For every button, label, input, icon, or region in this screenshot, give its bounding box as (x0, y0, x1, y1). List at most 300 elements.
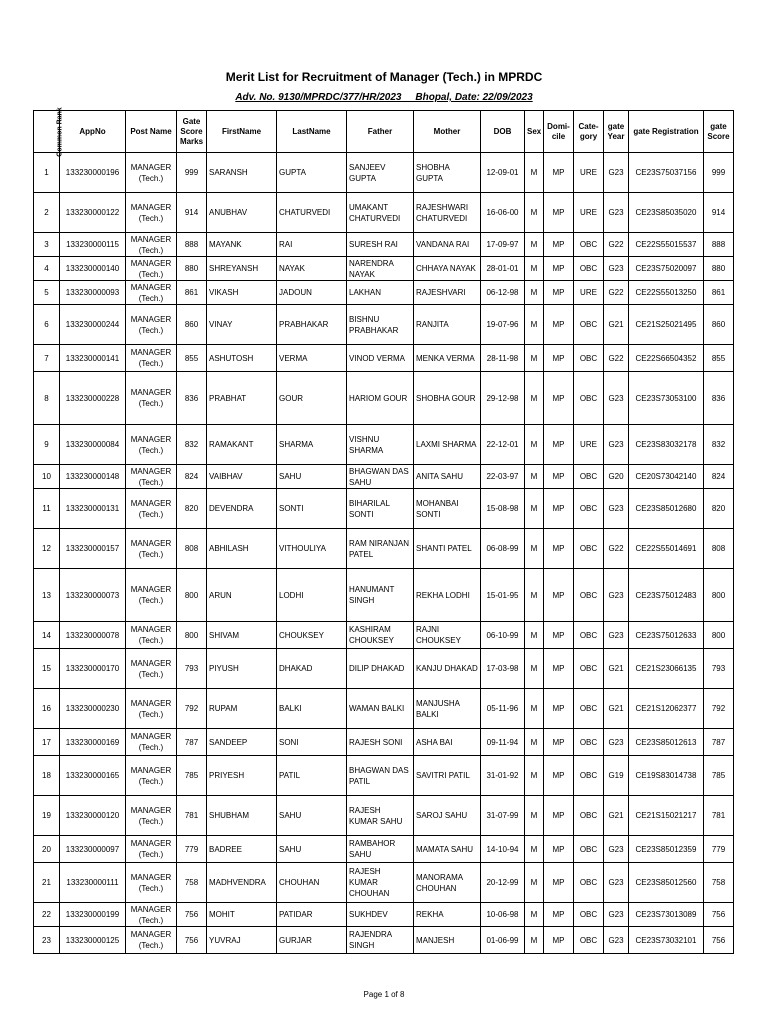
mother-cell: SHOBHA GUPTA (414, 153, 481, 193)
post-name-cell: MANAGER (Tech.) (126, 863, 177, 903)
gate-score-marks-cell: 781 (177, 796, 207, 836)
category-cell: OBC (574, 903, 604, 927)
sex-cell: M (525, 903, 544, 927)
rank-cell: 16 (34, 689, 60, 729)
last-name-cell: SAHU (277, 836, 347, 863)
gate-score-cell: 758 (704, 863, 734, 903)
post-name-cell: MANAGER (Tech.) (126, 489, 177, 529)
last-name-cell: CHATURVEDI (277, 193, 347, 233)
father-cell: VISHNU SHARMA (347, 425, 414, 465)
gate-score-cell: 888 (704, 233, 734, 257)
mother-cell: REKHA (414, 903, 481, 927)
gate-registration-cell: CE23S75037156 (629, 153, 704, 193)
father-cell: WAMAN BALKI (347, 689, 414, 729)
first-name-cell: VIKASH (207, 281, 277, 305)
category-cell: OBC (574, 569, 604, 622)
rank-cell: 7 (34, 345, 60, 372)
father-cell: RAJESH KUMAR SAHU (347, 796, 414, 836)
post-name-cell: MANAGER (Tech.) (126, 257, 177, 281)
table-row (34, 465, 734, 489)
gate-registration-cell: CE23S75020097 (629, 257, 704, 281)
last-name-cell: SONI (277, 729, 347, 756)
category-cell: OBC (574, 836, 604, 863)
first-name-cell: ASHUTOSH (207, 345, 277, 372)
last-name-cell: SHARMA (277, 425, 347, 465)
rank-cell: 18 (34, 756, 60, 796)
header-app-no: AppNo (60, 111, 126, 153)
gate-score-marks-cell: 860 (177, 305, 207, 345)
mother-cell: ASHA BAI (414, 729, 481, 756)
gate-registration-cell: CE23S85012560 (629, 863, 704, 903)
table-row (34, 489, 734, 529)
sex-cell: M (525, 345, 544, 372)
domicile-cell: MP (544, 756, 574, 796)
domicile-cell: MP (544, 425, 574, 465)
father-cell: SUKHDEV (347, 903, 414, 927)
first-name-cell: MOHIT (207, 903, 277, 927)
merit-list-table (33, 107, 734, 954)
last-name-cell: GUPTA (277, 153, 347, 193)
app-no-cell: 133230000199 (60, 903, 126, 927)
dob-cell: 09-11-94 (481, 729, 525, 756)
post-name-cell: MANAGER (Tech.) (126, 193, 177, 233)
table-header-row (34, 111, 734, 153)
first-name-cell: YUVRAJ (207, 927, 277, 954)
header-post-name: Post Name (126, 111, 177, 153)
domicile-cell: MP (544, 649, 574, 689)
domicile-cell: MP (544, 927, 574, 954)
domicile-cell: MP (544, 489, 574, 529)
gate-registration-cell: CE23S85012359 (629, 836, 704, 863)
table-row (34, 193, 734, 233)
dob-cell: 15-08-98 (481, 489, 525, 529)
gate-score-marks-cell: 756 (177, 927, 207, 954)
gate-year-cell: G23 (604, 193, 629, 233)
first-name-cell: MAYANK (207, 233, 277, 257)
dob-cell: 16-06-00 (481, 193, 525, 233)
gate-year-cell: G23 (604, 489, 629, 529)
gate-year-cell: G21 (604, 649, 629, 689)
sex-cell: M (525, 233, 544, 257)
dob-cell: 15-01-95 (481, 569, 525, 622)
rank-cell: 8 (34, 372, 60, 425)
domicile-cell: MP (544, 903, 574, 927)
mother-cell: SAROJ SAHU (414, 796, 481, 836)
rank-cell: 13 (34, 569, 60, 622)
father-cell: VINOD VERMA (347, 345, 414, 372)
dob-cell: 14-10-94 (481, 836, 525, 863)
domicile-cell: MP (544, 836, 574, 863)
header-gate-score-marks: Gate Score Marks (177, 111, 207, 153)
gate-score-cell: 824 (704, 465, 734, 489)
father-cell: BHAGWAN DAS PATIL (347, 756, 414, 796)
post-name-cell: MANAGER (Tech.) (126, 689, 177, 729)
rank-cell: 21 (34, 863, 60, 903)
sex-cell: M (525, 863, 544, 903)
category-cell: OBC (574, 689, 604, 729)
dob-cell: 22-03-97 (481, 465, 525, 489)
sex-cell: M (525, 281, 544, 305)
rank-cell: 23 (34, 927, 60, 954)
dob-cell: 29-12-98 (481, 372, 525, 425)
table-row (34, 796, 734, 836)
post-name-cell: MANAGER (Tech.) (126, 796, 177, 836)
mother-cell: SHOBHA GOUR (414, 372, 481, 425)
domicile-cell: MP (544, 729, 574, 756)
last-name-cell: PATIL (277, 756, 347, 796)
gate-score-cell: 785 (704, 756, 734, 796)
category-cell: URE (574, 153, 604, 193)
sex-cell: M (525, 305, 544, 345)
category-cell: URE (574, 193, 604, 233)
gate-score-cell: 808 (704, 529, 734, 569)
domicile-cell: MP (544, 569, 574, 622)
domicile-cell: MP (544, 233, 574, 257)
first-name-cell: PRIYESH (207, 756, 277, 796)
page-footer: Page 1 of 8 (363, 990, 405, 999)
app-no-cell: 133230000125 (60, 927, 126, 954)
table-row (34, 372, 734, 425)
dob-cell: 31-01-92 (481, 756, 525, 796)
gate-score-cell: 781 (704, 796, 734, 836)
first-name-cell: SHIVAM (207, 622, 277, 649)
gate-score-marks-cell: 999 (177, 153, 207, 193)
father-cell: UMAKANT CHATURVEDI (347, 193, 414, 233)
last-name-cell: JADOUN (277, 281, 347, 305)
category-cell: OBC (574, 927, 604, 954)
mother-cell: RAJESHVARI (414, 281, 481, 305)
first-name-cell: VAIBHAV (207, 465, 277, 489)
gate-registration-cell: CE22S55013250 (629, 281, 704, 305)
rank-cell: 17 (34, 729, 60, 756)
domicile-cell: MP (544, 689, 574, 729)
gate-year-cell: G21 (604, 689, 629, 729)
gate-score-cell: 756 (704, 927, 734, 954)
father-cell: BIHARILAL SONTI (347, 489, 414, 529)
category-cell: OBC (574, 372, 604, 425)
last-name-cell: VITHOULIYA (277, 529, 347, 569)
dob-cell: 22-12-01 (481, 425, 525, 465)
gate-registration-cell: CE23S73013089 (629, 903, 704, 927)
gate-registration-cell: CE23S75012633 (629, 622, 704, 649)
category-cell: OBC (574, 529, 604, 569)
app-no-cell: 133230000196 (60, 153, 126, 193)
sex-cell: M (525, 756, 544, 796)
gate-score-cell: 792 (704, 689, 734, 729)
gate-year-cell: G23 (604, 153, 629, 193)
gate-score-marks-cell: 785 (177, 756, 207, 796)
gate-score-cell: 800 (704, 622, 734, 649)
sex-cell: M (525, 257, 544, 281)
rank-cell: 3 (34, 233, 60, 257)
sex-cell: M (525, 836, 544, 863)
rank-cell: 5 (34, 281, 60, 305)
category-cell: OBC (574, 649, 604, 689)
last-name-cell: GOUR (277, 372, 347, 425)
table-row (34, 233, 734, 257)
header-domicile: Domi-cile (544, 111, 574, 153)
header-gate-registration: gate Registration (629, 111, 704, 153)
gate-registration-cell: CE23S73032101 (629, 927, 704, 954)
dob-cell: 10-06-98 (481, 903, 525, 927)
dob-cell: 06-10-99 (481, 622, 525, 649)
gate-score-marks-cell: 836 (177, 372, 207, 425)
sex-cell: M (525, 153, 544, 193)
gate-year-cell: G23 (604, 622, 629, 649)
category-cell: OBC (574, 796, 604, 836)
first-name-cell: PIYUSH (207, 649, 277, 689)
mother-cell: REKHA LODHI (414, 569, 481, 622)
post-name-cell: MANAGER (Tech.) (126, 153, 177, 193)
gate-score-marks-cell: 792 (177, 689, 207, 729)
sex-cell: M (525, 489, 544, 529)
gate-year-cell: G23 (604, 729, 629, 756)
table-row (34, 153, 734, 193)
sex-cell: M (525, 927, 544, 954)
header-common-rank: Common Rank (34, 111, 60, 153)
table-row (34, 863, 734, 903)
gate-score-marks-cell: 861 (177, 281, 207, 305)
post-name-cell: MANAGER (Tech.) (126, 903, 177, 927)
post-name-cell: MANAGER (Tech.) (126, 465, 177, 489)
header-sex: Sex (525, 111, 544, 153)
first-name-cell: ABHILASH (207, 529, 277, 569)
last-name-cell: SAHU (277, 465, 347, 489)
gate-registration-cell: CE21S12062377 (629, 689, 704, 729)
table-row (34, 345, 734, 372)
first-name-cell: MADHVENDRA (207, 863, 277, 903)
table-row (34, 927, 734, 954)
category-cell: OBC (574, 756, 604, 796)
gate-registration-cell: CE22S66504352 (629, 345, 704, 372)
app-no-cell: 133230000228 (60, 372, 126, 425)
post-name-cell: MANAGER (Tech.) (126, 529, 177, 569)
dob-cell: 28-01-01 (481, 257, 525, 281)
header-gate-year: gate Year (604, 111, 629, 153)
table-row (34, 281, 734, 305)
mother-cell: ANITA SAHU (414, 465, 481, 489)
category-cell: URE (574, 281, 604, 305)
rank-cell: 22 (34, 903, 60, 927)
gate-score-marks-cell: 787 (177, 729, 207, 756)
sex-cell: M (525, 193, 544, 233)
document-subtitle: Adv. No. 9130/MPRDC/377/HR/2023 Bhopal, Date: 22/09/2023 (235, 92, 533, 103)
rank-cell: 20 (34, 836, 60, 863)
father-cell: BISHNU PRABHAKAR (347, 305, 414, 345)
table-row (34, 622, 734, 649)
domicile-cell: MP (544, 529, 574, 569)
gate-score-marks-cell: 820 (177, 489, 207, 529)
mother-cell: MANORAMA CHOUHAN (414, 863, 481, 903)
mother-cell: MANJESH (414, 927, 481, 954)
last-name-cell: DHAKAD (277, 649, 347, 689)
father-cell: LAKHAN (347, 281, 414, 305)
first-name-cell: SARANSH (207, 153, 277, 193)
gate-year-cell: G21 (604, 305, 629, 345)
last-name-cell: SONTI (277, 489, 347, 529)
gate-score-cell: 820 (704, 489, 734, 529)
post-name-cell: MANAGER (Tech.) (126, 372, 177, 425)
app-no-cell: 133230000078 (60, 622, 126, 649)
gate-year-cell: G22 (604, 345, 629, 372)
sex-cell: M (525, 529, 544, 569)
gate-year-cell: G23 (604, 836, 629, 863)
first-name-cell: SHREYANSH (207, 257, 277, 281)
gate-score-cell: 832 (704, 425, 734, 465)
father-cell: RAMBAHOR SAHU (347, 836, 414, 863)
table-row (34, 257, 734, 281)
post-name-cell: MANAGER (Tech.) (126, 756, 177, 796)
mother-cell: MOHANBAI SONTI (414, 489, 481, 529)
sex-cell: M (525, 372, 544, 425)
gate-registration-cell: CE21S23066135 (629, 649, 704, 689)
header-father: Father (347, 111, 414, 153)
last-name-cell: CHOUHAN (277, 863, 347, 903)
father-cell: HANUMANT SINGH (347, 569, 414, 622)
father-cell: SANJEEV GUPTA (347, 153, 414, 193)
rank-cell: 19 (34, 796, 60, 836)
gate-score-marks-cell: 888 (177, 233, 207, 257)
gate-score-marks-cell: 800 (177, 622, 207, 649)
last-name-cell: VERMA (277, 345, 347, 372)
post-name-cell: MANAGER (Tech.) (126, 425, 177, 465)
domicile-cell: MP (544, 257, 574, 281)
gate-score-cell: 880 (704, 257, 734, 281)
dob-cell: 17-03-98 (481, 649, 525, 689)
mother-cell: CHHAYA NAYAK (414, 257, 481, 281)
gate-score-cell: 787 (704, 729, 734, 756)
gate-registration-cell: CE23S85035020 (629, 193, 704, 233)
gate-score-cell: 855 (704, 345, 734, 372)
father-cell: RAJENDRA SINGH (347, 927, 414, 954)
header-mother: Mother (414, 111, 481, 153)
father-cell: DILIP DHAKAD (347, 649, 414, 689)
gate-score-marks-cell: 756 (177, 903, 207, 927)
table-row (34, 756, 734, 796)
app-no-cell: 133230000244 (60, 305, 126, 345)
last-name-cell: LODHI (277, 569, 347, 622)
dob-cell: 31-07-99 (481, 796, 525, 836)
gate-year-cell: G22 (604, 529, 629, 569)
table-row (34, 529, 734, 569)
gate-year-cell: G23 (604, 257, 629, 281)
gate-year-cell: G23 (604, 372, 629, 425)
sex-cell: M (525, 649, 544, 689)
app-no-cell: 133230000141 (60, 345, 126, 372)
mother-cell: RAJNI CHOUKSEY (414, 622, 481, 649)
domicile-cell: MP (544, 153, 574, 193)
category-cell: OBC (574, 345, 604, 372)
rank-cell: 1 (34, 153, 60, 193)
gate-score-cell: 779 (704, 836, 734, 863)
domicile-cell: MP (544, 281, 574, 305)
mother-cell: MAMATA SAHU (414, 836, 481, 863)
app-no-cell: 133230000170 (60, 649, 126, 689)
last-name-cell: RAI (277, 233, 347, 257)
table-row (34, 305, 734, 345)
mother-cell: MENKA VERMA (414, 345, 481, 372)
app-no-cell: 133230000111 (60, 863, 126, 903)
dob-cell: 05-11-96 (481, 689, 525, 729)
last-name-cell: CHOUKSEY (277, 622, 347, 649)
gate-registration-cell: CE23S73053100 (629, 372, 704, 425)
rank-cell: 10 (34, 465, 60, 489)
app-no-cell: 133230000093 (60, 281, 126, 305)
table-row (34, 425, 734, 465)
last-name-cell: PATIDAR (277, 903, 347, 927)
gate-score-cell: 800 (704, 569, 734, 622)
dob-cell: 06-12-98 (481, 281, 525, 305)
post-name-cell: MANAGER (Tech.) (126, 649, 177, 689)
header-first-name: FirstName (207, 111, 277, 153)
post-name-cell: MANAGER (Tech.) (126, 281, 177, 305)
category-cell: OBC (574, 305, 604, 345)
father-cell: SURESH RAI (347, 233, 414, 257)
table-row (34, 903, 734, 927)
gate-score-marks-cell: 758 (177, 863, 207, 903)
first-name-cell: DEVENDRA (207, 489, 277, 529)
gate-score-marks-cell: 832 (177, 425, 207, 465)
rank-cell: 14 (34, 622, 60, 649)
category-cell: URE (574, 425, 604, 465)
header-gate-score: gate Score (704, 111, 734, 153)
gate-score-marks-cell: 824 (177, 465, 207, 489)
gate-year-cell: G23 (604, 863, 629, 903)
dob-cell: 01-06-99 (481, 927, 525, 954)
dob-cell: 06-08-99 (481, 529, 525, 569)
table-row (34, 836, 734, 863)
gate-score-cell: 756 (704, 903, 734, 927)
category-cell: OBC (574, 729, 604, 756)
first-name-cell: SANDEEP (207, 729, 277, 756)
gate-year-cell: G22 (604, 281, 629, 305)
mother-cell: KANJU DHAKAD (414, 649, 481, 689)
gate-score-cell: 793 (704, 649, 734, 689)
gate-year-cell: G23 (604, 903, 629, 927)
father-cell: RAM NIRANJAN PATEL (347, 529, 414, 569)
first-name-cell: ANUBHAV (207, 193, 277, 233)
gate-year-cell: G19 (604, 756, 629, 796)
mother-cell: RANJITA (414, 305, 481, 345)
rank-cell: 6 (34, 305, 60, 345)
last-name-cell: SAHU (277, 796, 347, 836)
last-name-cell: NAYAK (277, 257, 347, 281)
category-cell: OBC (574, 489, 604, 529)
table-row (34, 569, 734, 622)
domicile-cell: MP (544, 193, 574, 233)
gate-registration-cell: CE23S75012483 (629, 569, 704, 622)
last-name-cell: BALKI (277, 689, 347, 729)
gate-score-cell: 999 (704, 153, 734, 193)
gate-score-marks-cell: 855 (177, 345, 207, 372)
app-no-cell: 133230000140 (60, 257, 126, 281)
app-no-cell: 133230000073 (60, 569, 126, 622)
header-last-name: LastName (277, 111, 347, 153)
domicile-cell: MP (544, 796, 574, 836)
rank-cell: 9 (34, 425, 60, 465)
gate-registration-cell: CE21S25021495 (629, 305, 704, 345)
sex-cell: M (525, 465, 544, 489)
first-name-cell: SHUBHAM (207, 796, 277, 836)
category-cell: OBC (574, 622, 604, 649)
domicile-cell: MP (544, 863, 574, 903)
app-no-cell: 133230000230 (60, 689, 126, 729)
father-cell: NARENDRA NAYAK (347, 257, 414, 281)
gate-score-cell: 836 (704, 372, 734, 425)
rank-cell: 4 (34, 257, 60, 281)
header-category: Cate-gory (574, 111, 604, 153)
gate-year-cell: G20 (604, 465, 629, 489)
